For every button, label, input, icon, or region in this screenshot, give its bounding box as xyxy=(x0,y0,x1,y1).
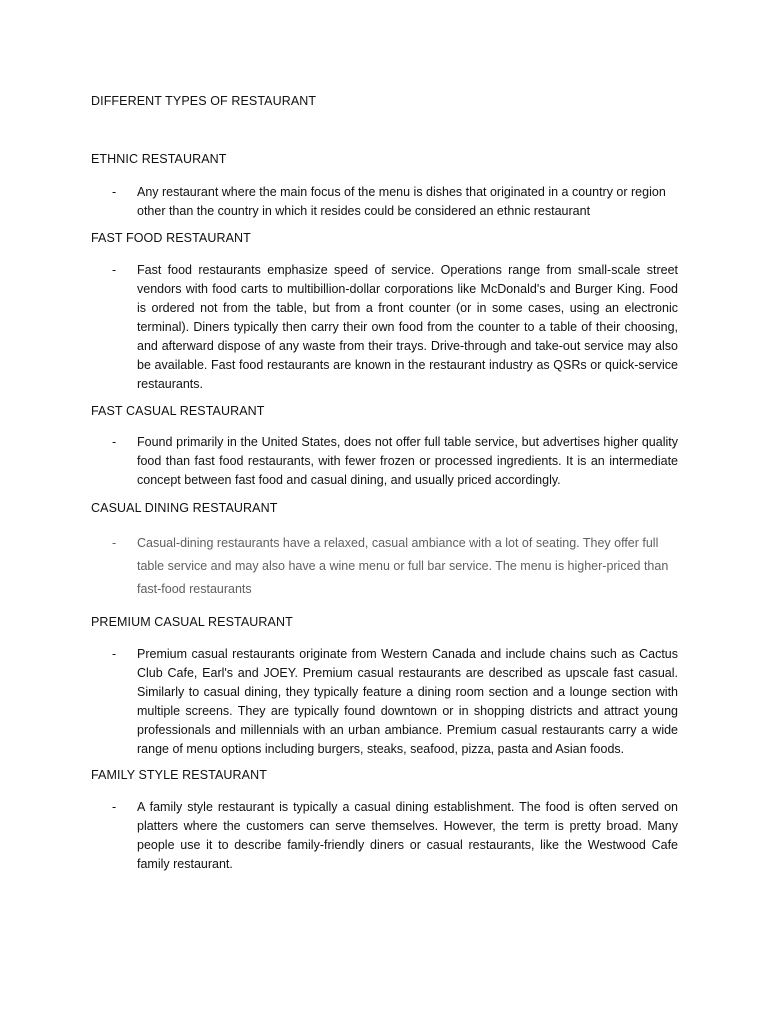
bullet-dash: - xyxy=(112,800,117,814)
bullet-dash: - xyxy=(112,263,117,277)
section-heading-fast-food: FAST FOOD RESTAURANT xyxy=(91,231,251,245)
section-body-family-style: A family style restaurant is typically a casual dining establishment. The food is often served on platters where the customers can serve themselves. However, the term is pretty broad. Many people use it to describe family-friendly diners or casual restaurants, like the Westwood Cafe family restaurant. xyxy=(137,800,678,871)
section-body-premium-casual: Premium casual restaurants originate from Western Canada and include chains such as Cactus Club Cafe, Earl's and JOEY. Premium casual restaurants are described as upscale fast casual. Similarly to casual dining, they typically feature a dining room section and a lounge section with multiple screens. They are typically found downtown or in shopping districts and attract young professionals and millennials with an urban ambiance. Premium casual restaurants carry a wide range of menu options including burgers, steaks, seafood, pizza, pasta and Asian foods. xyxy=(137,647,678,756)
bullet-dash: - xyxy=(112,435,117,449)
section-heading-premium-casual: PREMIUM CASUAL RESTAURANT xyxy=(91,615,293,629)
section-heading-ethnic: ETHNIC RESTAURANT xyxy=(91,152,227,166)
section-heading-family-style: FAMILY STYLE RESTAURANT xyxy=(91,768,267,782)
section-body-ethnic: Any restaurant where the main focus of the menu is dishes that originated in a country or region other than the country in which it resides could be considered an ethnic restaurant xyxy=(137,185,666,218)
bullet-fast-food xyxy=(112,261,678,394)
bullet-premium-casual xyxy=(112,645,678,759)
section-body-fast-casual: Found primarily in the United States, does not offer full table service, but advertises higher quality food than fast food restaurants, with fewer frozen or processed ingredients. It is an intermediate concept between fast food and casual dining, and usually priced accordingly. xyxy=(137,435,678,487)
bullet-family-style xyxy=(112,798,678,874)
section-heading-fast-casual: FAST CASUAL RESTAURANT xyxy=(91,404,265,418)
bullet-fast-casual xyxy=(112,433,678,490)
section-body-casual-dining: Casual-dining restaurants have a relaxed, casual ambiance with a lot of seating. They offer full table service and may also have a wine menu or full bar service. The menu is higher-priced than fast-food restaurants xyxy=(137,536,669,596)
bullet-dash: - xyxy=(112,647,117,661)
section-body-fast-food: Fast food restaurants emphasize speed of service. Operations range from small-scale street vendors with food carts to multibillion-dollar corporations like McDonald's and Burger King. Food is ordered not from the table, but from a front counter (or in some cases, using an electronic terminal). Diners typically then carry their own food from the counter to a table of their choosing, and afterward dispose of any waste from their trays. Drive-through and take-out service may also be available. Fast food restaurants are known in the restaurant industry as QSRs or quick-service restaurants. xyxy=(137,263,678,391)
bullet-dash: - xyxy=(112,536,117,550)
bullet-ethnic xyxy=(112,183,678,221)
section-heading-casual-dining: CASUAL DINING RESTAURANT xyxy=(91,501,278,515)
document-title: DIFFERENT TYPES OF RESTAURANT xyxy=(91,94,317,108)
bullet-dash: - xyxy=(112,185,117,199)
bullet-casual-dining xyxy=(112,532,678,601)
